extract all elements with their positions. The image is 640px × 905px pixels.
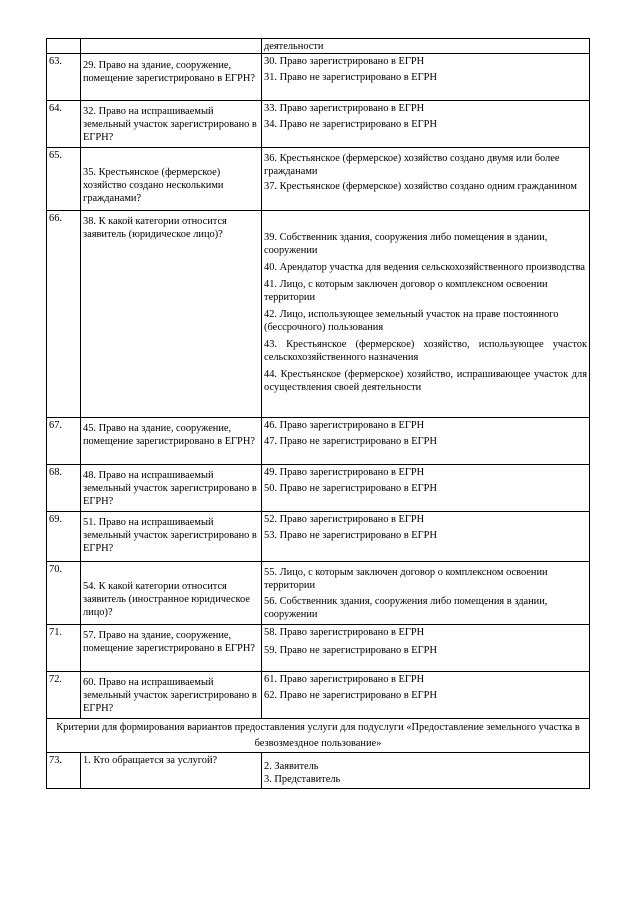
question-cell xyxy=(81,101,262,148)
question-cell xyxy=(81,465,262,512)
answer-option: 62. Право не зарегистрировано в ЕГРН xyxy=(264,690,437,701)
answer-cell xyxy=(262,753,590,789)
answer-option: 56. Собственник здания, сооружения либо помещения в здании, сооружении xyxy=(264,596,548,620)
question-cell xyxy=(81,512,262,562)
question-text: 29. Право на здание, сооружение, помещение зарегистрировано в ЕГРН? xyxy=(83,60,255,84)
answer-option: 39. Собственник здания, сооружения либо помещения в здании, сооружении xyxy=(264,232,548,256)
row-number: 72. xyxy=(47,672,81,719)
answer-option: 46. Право зарегистрировано в ЕГРН xyxy=(264,420,425,431)
answer-option: 47. Право не зарегистрировано в ЕГРН xyxy=(264,436,437,447)
answer-option: 3. Представитель xyxy=(264,774,341,785)
answer-cell xyxy=(262,672,590,719)
answer-cell xyxy=(262,39,590,54)
question-text: 60. Право на испрашиваемый земельный участок зарегистрировано в ЕГРН? xyxy=(83,677,257,714)
row-number: 65. xyxy=(47,148,81,211)
answer-option: 33. Право зарегистрировано в ЕГРН xyxy=(264,103,425,114)
answer-option: 52. Право зарегистрировано в ЕГРН xyxy=(264,514,425,525)
criteria-table xyxy=(46,38,590,789)
question-cell xyxy=(81,625,262,672)
table-row xyxy=(47,562,590,625)
answer-option: 58. Право зарегистрировано в ЕГРН xyxy=(264,627,425,638)
answer-option: 34. Право не зарегистрировано в ЕГРН xyxy=(264,119,437,130)
row-number: 66. xyxy=(47,211,81,418)
table-row xyxy=(47,753,590,789)
row-number: 67. xyxy=(47,418,81,465)
question-text: 51. Право на испрашиваемый земельный участок зарегистрировано в ЕГРН? xyxy=(83,517,257,554)
answer-cell xyxy=(262,465,590,512)
row-number: 69. xyxy=(47,512,81,562)
answer-option: 49. Право зарегистрировано в ЕГРН xyxy=(264,467,425,478)
row-number-cell xyxy=(47,39,81,54)
answer-option: 2. Заявитель xyxy=(264,761,319,772)
row-number: 73. xyxy=(47,753,81,789)
answer-option: 41. Лицо, с которым заключен договор о комплексном освоении территории xyxy=(264,279,548,303)
answer-cell xyxy=(262,148,590,211)
answer-cell xyxy=(262,211,590,418)
answer-option: 36. Крестьянское (фермерское) хозяйство создано двумя или более гражданами xyxy=(264,153,560,177)
question-text: 1. Кто обращается за услугой? xyxy=(83,755,218,766)
answer-option: 50. Право не зарегистрировано в ЕГРН xyxy=(264,483,437,494)
question-cell xyxy=(81,211,262,418)
question-text: 57. Право на здание, сооружение, помещение зарегистрировано в ЕГРН? xyxy=(83,630,255,654)
answer-option: 40. Арендатор участка для ведения сельскохозяйственного производства xyxy=(264,262,586,273)
question-cell xyxy=(81,562,262,625)
question-text: 35. Крестьянское (фермерское) хозяйство создано несколькими гражданами? xyxy=(83,167,224,204)
table-row xyxy=(47,625,590,672)
answer-option: 53. Право не зарегистрировано в ЕГРН xyxy=(264,530,437,541)
question-text: 45. Право на здание, сооружение, помещение зарегистрировано в ЕГРН? xyxy=(83,423,255,447)
question-text: 54. К какой категории относится заявитель (иностранное юридическое лицо)? xyxy=(83,581,250,618)
row-number: 70. xyxy=(47,562,81,625)
question-text: 38. К какой категории относится заявитель (юридическое лицо)? xyxy=(83,216,227,240)
answer-option: 55. Лицо, с которым заключен договор о комплексном освоении территории xyxy=(264,567,548,591)
answer-option: 61. Право зарегистрировано в ЕГРН xyxy=(264,674,425,685)
answer-cell xyxy=(262,418,590,465)
answer-option: 43. Крестьянское (фермерское) хозяйство, использующее участок сельскохозяйственного назначения xyxy=(264,339,587,363)
row-number: 64. xyxy=(47,101,81,148)
question-cell xyxy=(81,418,262,465)
question-cell xyxy=(81,148,262,211)
row-number: 63. xyxy=(47,54,81,101)
table-row xyxy=(47,512,590,562)
answer-cell xyxy=(262,101,590,148)
table-row xyxy=(47,672,590,719)
answer-cell xyxy=(262,54,590,101)
section-header-row xyxy=(47,719,590,753)
answer-option: 30. Право зарегистрировано в ЕГРН xyxy=(264,56,425,67)
answer-cell xyxy=(262,562,590,625)
question-cell xyxy=(81,54,262,101)
answer-option: 44. Крестьянское (фермерское) хозяйство, испрашивающее участок для осуществления своей деятельности xyxy=(264,369,587,393)
row-number: 71. xyxy=(47,625,81,672)
answer-cell xyxy=(262,625,590,672)
table-row xyxy=(47,54,590,101)
answer-option: 37. Крестьянское (фермерское) хозяйство создано одним гражданином xyxy=(264,181,577,192)
answer-option: 31. Право не зарегистрировано в ЕГРН xyxy=(264,72,437,83)
question-cell xyxy=(81,753,262,789)
answer-option: 59. Право не зарегистрировано в ЕГРН xyxy=(264,645,437,656)
answer-cell xyxy=(262,512,590,562)
question-cell xyxy=(81,672,262,719)
question-cell xyxy=(81,39,262,54)
question-text: 32. Право на испрашиваемый земельный участок зарегистрировано в ЕГРН? xyxy=(83,106,257,143)
table-row xyxy=(47,465,590,512)
section-title: Критерии для формирования вариантов предоставления услуги для подуслуги «Предоставление земельного участка в безвозмездное пользование» xyxy=(47,719,590,753)
table-row xyxy=(47,101,590,148)
table-row xyxy=(47,418,590,465)
answer-text: деятельности xyxy=(264,41,324,52)
table-row xyxy=(47,211,590,418)
table-row xyxy=(47,148,590,211)
table-row xyxy=(47,39,590,54)
row-number: 68. xyxy=(47,465,81,512)
question-text: 48. Право на испрашиваемый земельный участок зарегистрировано в ЕГРН? xyxy=(83,470,257,507)
answer-option: 42. Лицо, использующее земельный участок на праве постоянного (бессрочного) пользования xyxy=(264,309,559,333)
